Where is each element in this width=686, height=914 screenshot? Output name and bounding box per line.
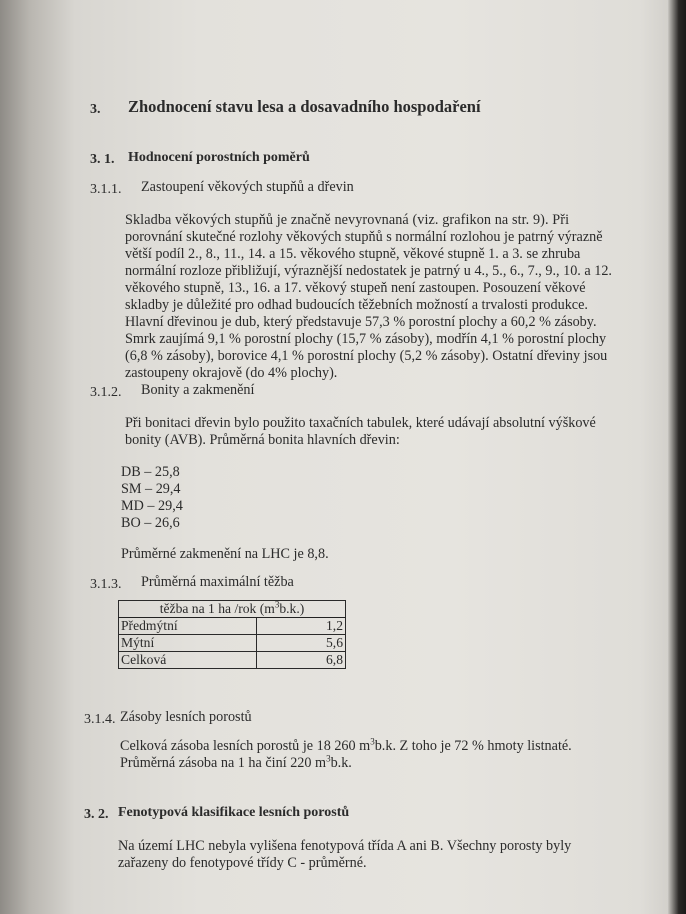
paragraph-line: Na území LHC nebyla vylišena fenotypová třída A ani B. Všechny porosty byly	[118, 838, 572, 854]
section-3-1-title: Hodnocení porostních poměrů	[128, 150, 310, 165]
harvest-table	[118, 600, 346, 669]
table-cell-value: 1,2	[257, 618, 346, 635]
site-index-item: SM – 29,4	[121, 481, 181, 497]
paragraph-line: větší podíl 2., 8., 11., 14. a 15. věkového stupně, věkové stupně 1. a 3. se zhruba	[125, 246, 581, 262]
paragraph-line: Smrk zaujímá 9,1 % porostní plochy (15,7 % zásoby), modřín 4,1 % porostní plochy	[125, 331, 607, 347]
paragraph-line: zařazeny do fenotypové třídy C - průměrné.	[118, 855, 367, 871]
table-row	[119, 635, 346, 652]
site-index-item: MD – 29,4	[121, 498, 183, 514]
section-3-1-number: 3. 1.	[90, 152, 115, 167]
section-3-2-title: Fenotypová klasifikace lesních porostů	[118, 805, 350, 820]
table-cell-label: Mýtní	[119, 635, 257, 652]
paragraph-line: bonity (AVB). Průměrná bonita hlavních dřevin:	[125, 432, 400, 448]
table-header: těžba na 1 ha /rok $(m^3b.k.)$	[119, 601, 346, 618]
paragraph-line: Skladba věkových stupňů je značně nevyrovnaná (viz. grafikon na str. 9). Při	[125, 212, 570, 228]
paragraph-line: Celková zásoba lesních porostů je 18 260 $m^3b.k$. Z toho je 72 % hmoty listnaté.	[120, 736, 572, 754]
section-3-number: 3.	[90, 102, 101, 117]
table-cell-value: 5,6	[257, 635, 346, 652]
table-row	[119, 652, 346, 669]
site-index-item: DB – 25,8	[121, 464, 180, 480]
section-3-1-2-number: 3.1.2.	[90, 385, 122, 400]
section-3-1-3-number: 3.1.3.	[90, 577, 122, 592]
table-header-row	[119, 601, 346, 618]
section-3-1-1-title: Zastoupení věkových stupňů a dřevin	[141, 179, 354, 195]
site-index-item: BO – 26,6	[121, 515, 180, 531]
paragraph-line: zastoupeny okrajově (do 4% plochy).	[125, 365, 338, 381]
paragraph-line: Při bonitaci dřevin bylo použito taxačních tabulek, které udávají absolutní výškové	[125, 415, 596, 431]
book-edge	[668, 0, 686, 914]
paragraph-line: (6,8 % zásoby), borovice 4,1 % porostní plochy (5,2 % zásoby). Ostatní dřeviny jsou	[125, 348, 608, 364]
section-3-title: Zhodnocení stavu lesa a dosavadního hospodaření	[128, 97, 481, 116]
table-row	[119, 618, 346, 635]
paragraph-line: Hlavní dřevinou je dub, který představuje 57,3 % porostní plochy a 60,2 % zásoby.	[125, 314, 597, 330]
section-3-2-number: 3. 2.	[84, 807, 109, 822]
paragraph-line: skladby je důležité pro odhad budoucích těžebních možností a trvalosti produkce.	[125, 297, 588, 313]
section-3-1-4-number: 3.1.4.	[84, 712, 116, 727]
table-cell-label: Předmýtní	[119, 618, 257, 635]
section-3-1-1-number: 3.1.1.	[90, 182, 122, 197]
table-cell-value: 6,8	[257, 652, 346, 669]
section-3-1-2-title: Bonity a zakmenění	[141, 382, 255, 398]
paragraph-line: Průměrná zásoba na 1 ha činí 220 $m^3b.k$.	[120, 753, 352, 771]
paragraph-line: věkového stupně, 13., 16. a 17. věkový stupeň není zastoupen. Posouzení věkové	[125, 280, 586, 296]
paragraph-line: porovnání skutečné rozlohy věkových stupňů s normální rozlohou je patrný výrazně	[125, 229, 603, 245]
section-3-1-4-title: Zásoby lesních porostů	[120, 709, 252, 725]
paragraph-line: normální rozloze přibližují, výraznější nedostatek je patrný u 4., 5., 6., 7., 9., 10. a 12.	[125, 263, 612, 279]
table-cell-label: Celková	[119, 652, 257, 669]
stocking-note: Průměrné zakmenění na LHC je 8,8.	[121, 546, 329, 562]
section-3-1-3-title: Průměrná maximální těžba	[141, 574, 294, 590]
